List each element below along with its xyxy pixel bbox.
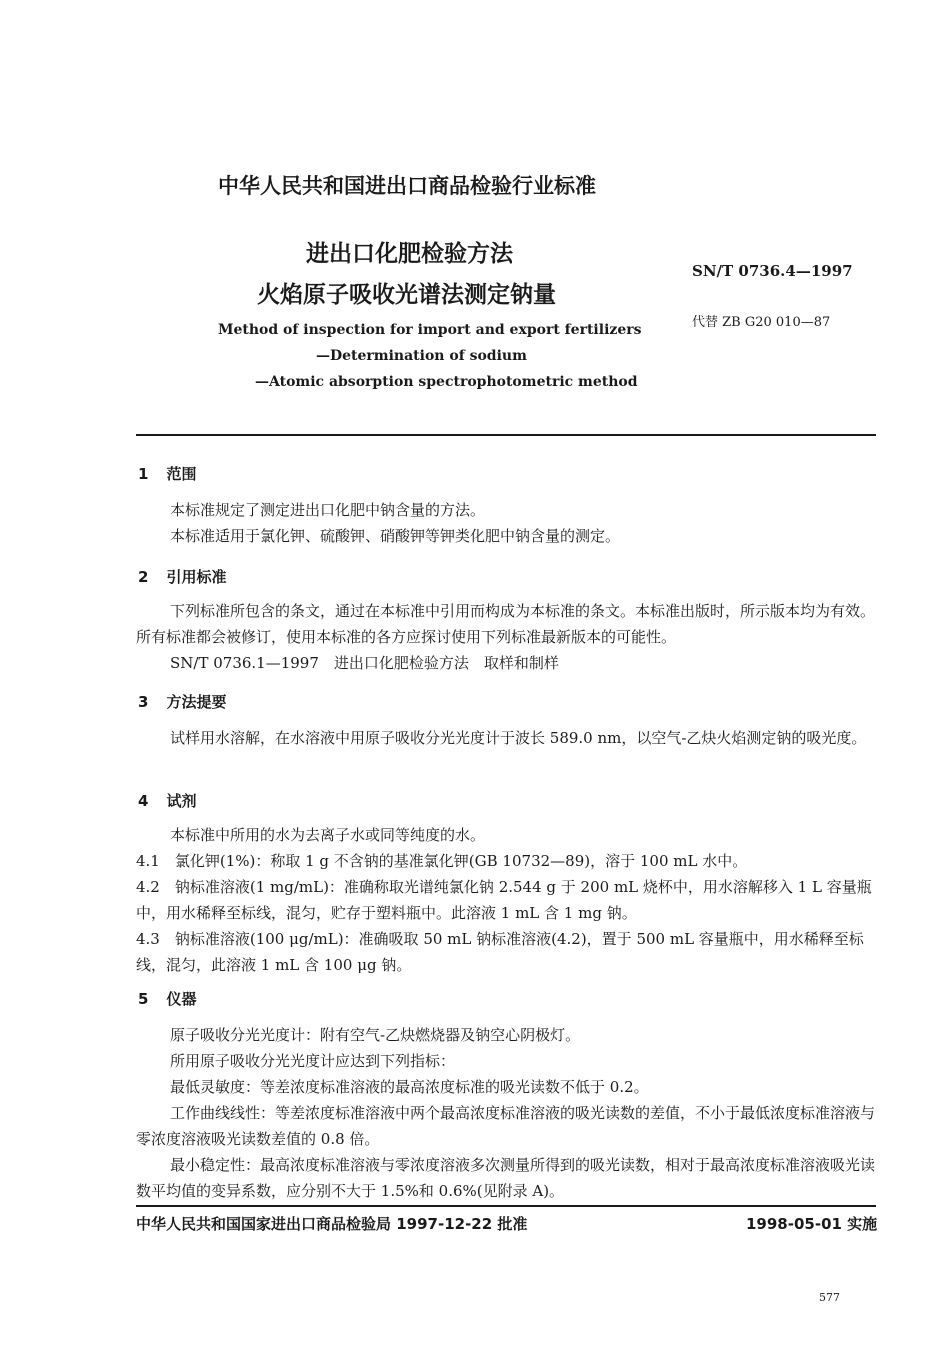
s4-paragraph-1: 本标准中所用的水为去离子水或同等纯度的水。 [170,826,486,844]
section-5-title: 仪器 [166,990,197,1008]
s5-paragraph-5: 最小稳定性：最高浓度标准溶液与零浓度溶液多次测量所得到的吸光读数，相对于最高浓度标准溶液吸光读数平均值的变异系数，应分别不大于 1.5%和 0.6%(见附录 A)。 [136,1156,876,1200]
section-4-title: 试剂 [166,792,197,810]
title-zh-line2: 火焰原子吸收光谱法测定钠量 [257,282,556,308]
s5-paragraph-3: 最低灵敏度：等差浓度标准溶液的最高浓度标准的吸光读数不低于 0.2。 [170,1078,649,1096]
s4-item-4-2: 4.2 钠标准溶液(1 mg/mL)：准确称取光谱纯氯化钠 2.544 g 于 200 mL 烧杯中，用水溶解移入 1 L 容量瓶中，用水稀释至标线，混匀，贮存于塑料瓶中。此溶液 1 mL 含 1 mg 钠。 [136,878,872,922]
title-zh-line1: 进出口化肥检验方法 [306,241,513,267]
s4-item-4-3: 4.3 钠标准溶液(100 μg/mL)：准确吸取 50 mL 钠标准溶液(4.2)，置于 500 mL 容量瓶中，用水稀释至标线，混匀，此溶液 1 mL 含 100 μg 钠。 [136,930,864,974]
section-4-number: 4 [138,792,149,810]
standard-number: SN/T 0736.4—1997 [692,262,853,280]
header-rule [136,434,876,436]
s2-reference: SN/T 0736.1—1997 进出口化肥检验方法 取样和制样 [170,654,559,672]
title-en-line1: Method of inspection for import and export fertilizers [218,322,642,338]
section-1-number: 1 [138,465,149,483]
section-3-title: 方法提要 [166,693,227,711]
page-number: 577 [819,1291,840,1304]
replaces-note: 代替 ZB G20 010—87 [692,315,831,330]
issuer-line: 中华人民共和国进出口商品检验行业标准 [218,174,596,198]
section-5-heading [138,988,196,1009]
s3-paragraph-1: 试样用水溶解，在水溶液中用原子吸收分光光度计于波长 589.0 nm，以空气-乙炔火焰测定钠的吸光度。 [170,729,867,747]
section-3-heading [138,691,226,712]
s1-paragraph-2: 本标准适用于氯化钾、硫酸钾、硝酸钾等钾类化肥中钠含量的测定。 [170,527,621,545]
section-1-title: 范围 [166,465,197,483]
approval-line: 中华人民共和国国家进出口商品检验局 1997-12-22 批准 [136,1215,528,1233]
implementation-date: 1998-05-01 实施 [746,1215,878,1233]
section-2-heading [138,566,226,587]
s5-paragraph-2: 所用原子吸收分光光度计应达到下列指标： [170,1052,456,1070]
section-3-number: 3 [138,693,149,711]
s4-item-4-1: 4.1 氯化钾(1%)：称取 1 g 不含钠的基准氯化钾(GB 10732—89)，溶于 100 mL 水中。 [136,852,748,870]
s1-paragraph-1: 本标准规定了测定进出口化肥中钠含量的方法。 [170,501,486,519]
section-2-title: 引用标准 [166,568,227,586]
title-en-line3: —Atomic absorption spectrophotometric method [255,374,638,390]
title-en-line2: —Determination of sodium [316,348,527,364]
footer-rule [136,1205,876,1207]
s5-paragraph-1: 原子吸收分光光度计：附有空气-乙炔燃烧器及钠空心阴极灯。 [170,1026,581,1044]
section-4-heading [138,790,196,811]
s5-paragraph-4: 工作曲线线性：等差浓度标准溶液中两个最高浓度标准溶液的吸光读数的差值，不小于最低浓度标准溶液与零浓度溶液吸光读数差值的 0.8 倍。 [136,1104,876,1148]
section-2-number: 2 [138,568,149,586]
s2-paragraph-1: 下列标准所包含的条文，通过在本标准中引用而构成为本标准的条文。本标准出版时，所示版本均为有效。所有标准都会被修订，使用本标准的各方应探讨使用下列标准最新版本的可能性。 [136,602,876,646]
section-5-number: 5 [138,990,149,1008]
section-1-heading [138,463,196,484]
